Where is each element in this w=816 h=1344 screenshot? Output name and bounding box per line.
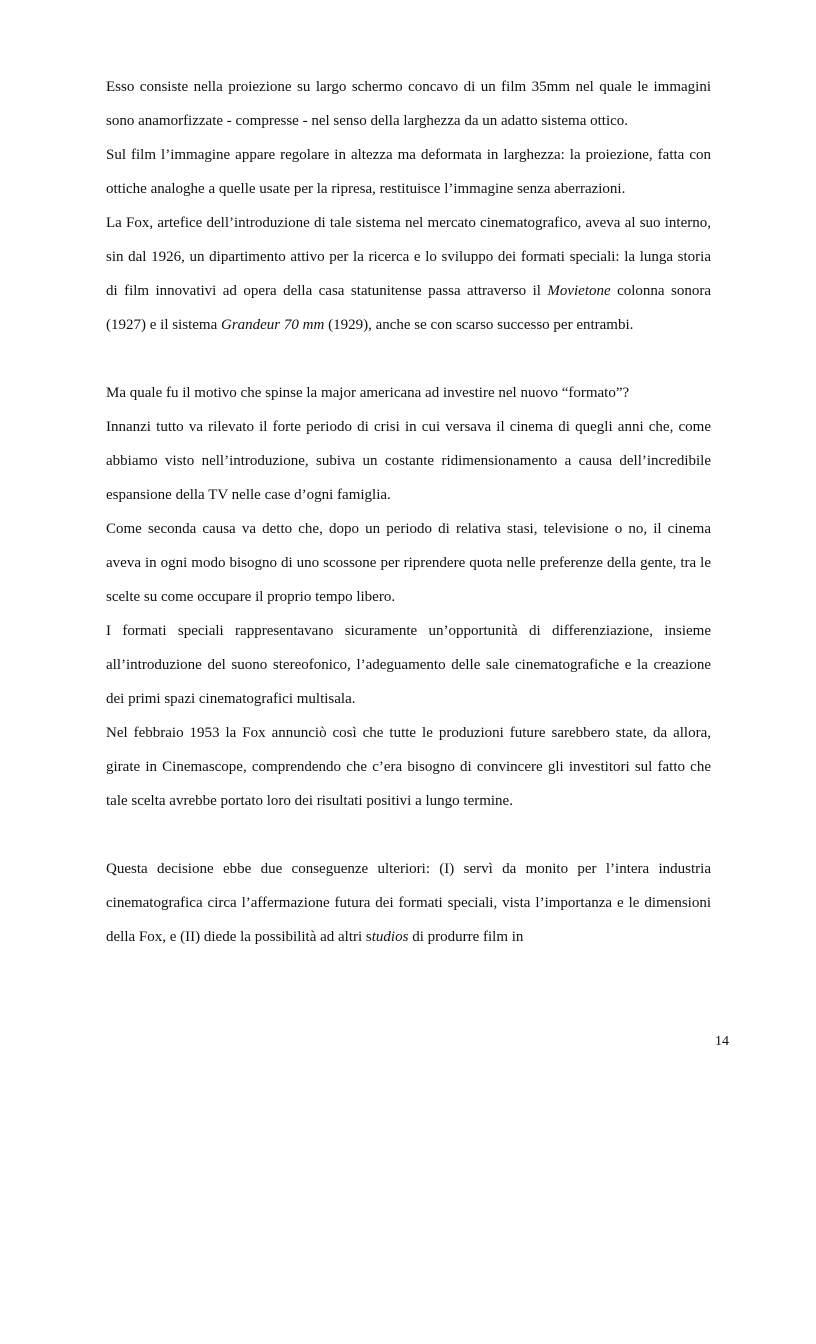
text-run: Come seconda causa va detto che, dopo un periodo di relativa stasi, televisione o no, il cinema aveva in ogni modo bisogno di uno scossone per riprendere quota nelle preferenze della gente, tra le scelte su come occupare il proprio tempo libero.	[106, 521, 711, 605]
text-run: (1929), anche se con scarso successo per entrambi.	[324, 317, 634, 333]
italic-word-studios: tudios	[371, 929, 409, 945]
paragraph-gap	[106, 342, 711, 376]
paragraph	[106, 376, 711, 410]
text-run: Nel febbraio 1953 la Fox annunciò così che tutte le produzioni future sarebbero state, da allora, girate in Cinemascope, comprendendo che c’era bisogno di convincere gli investitori sul fatto che tale scelta avrebbe portato loro dei risultati positivi a lungo termine.	[106, 725, 711, 809]
paragraph	[106, 852, 711, 954]
text-run: Ma quale fu il motivo che spinse la major americana ad investire nel nuovo “formato”?	[106, 385, 630, 401]
text-run: Innanzi tutto va rilevato il forte periodo di crisi in cui versava il cinema di quegli anni che, come abbiamo visto nell’introduzione, subiva un costante ridimensionamento a causa dell’incredibile espansione della TV nelle case d’ogni famiglia.	[106, 419, 711, 503]
paragraph	[106, 716, 711, 818]
text-run: I formati speciali rappresentavano sicuramente un’opportunità di differenziazione, insieme all’introduzione del suono stereofonico, l’adeguamento delle sale cinematografiche e la creazione dei primi spazi cinematografici multisala.	[106, 623, 711, 707]
text-run: Questa decisione ebbe due conseguenze ulteriori: (I) servì da monito per l’intera industria cinematografica circa l’affermazione futura dei formati speciali, vista l’importanza e le dimensioni della Fox, e (II) diede la possibilità ad altri s	[106, 861, 711, 945]
paragraph	[106, 512, 711, 614]
paragraph	[106, 70, 711, 138]
text-run: Sul film l’immagine appare regolare in altezza ma deformata in larghezza: la proiezione, fatta con ottiche analoghe a quelle usate per la ripresa, restituisce l’immagine senza aberrazioni.	[106, 147, 711, 197]
text-run: La Fox, artefice dell’introduzione di tale sistema nel mercato cinematografico, aveva al suo interno, sin dal 1926, un dipartimento attivo per la ricerca e lo sviluppo dei formati speciali: la lunga storia di film innovativi ad opera della casa statunitense passa attraverso il	[106, 215, 711, 299]
text-run: di produrre film in	[408, 929, 524, 945]
page-number: 14	[715, 1034, 729, 1049]
paragraph	[106, 138, 711, 206]
italic-title-movietone: Movietone	[547, 283, 611, 299]
text-run: Esso consiste nella proiezione su largo schermo concavo di un film 35mm nel quale le immagini sono anamorfizzate - compresse - nel senso della larghezza da un adatto sistema ottico.	[106, 79, 711, 129]
paragraph	[106, 206, 711, 342]
paragraph	[106, 614, 711, 716]
paragraph-gap	[106, 818, 711, 852]
paragraph	[106, 410, 711, 512]
text-run: colonna sonora (1927) e il sistema	[106, 283, 711, 333]
body-text	[106, 70, 711, 954]
italic-title-grandeur: Grandeur 70 mm	[220, 317, 325, 333]
